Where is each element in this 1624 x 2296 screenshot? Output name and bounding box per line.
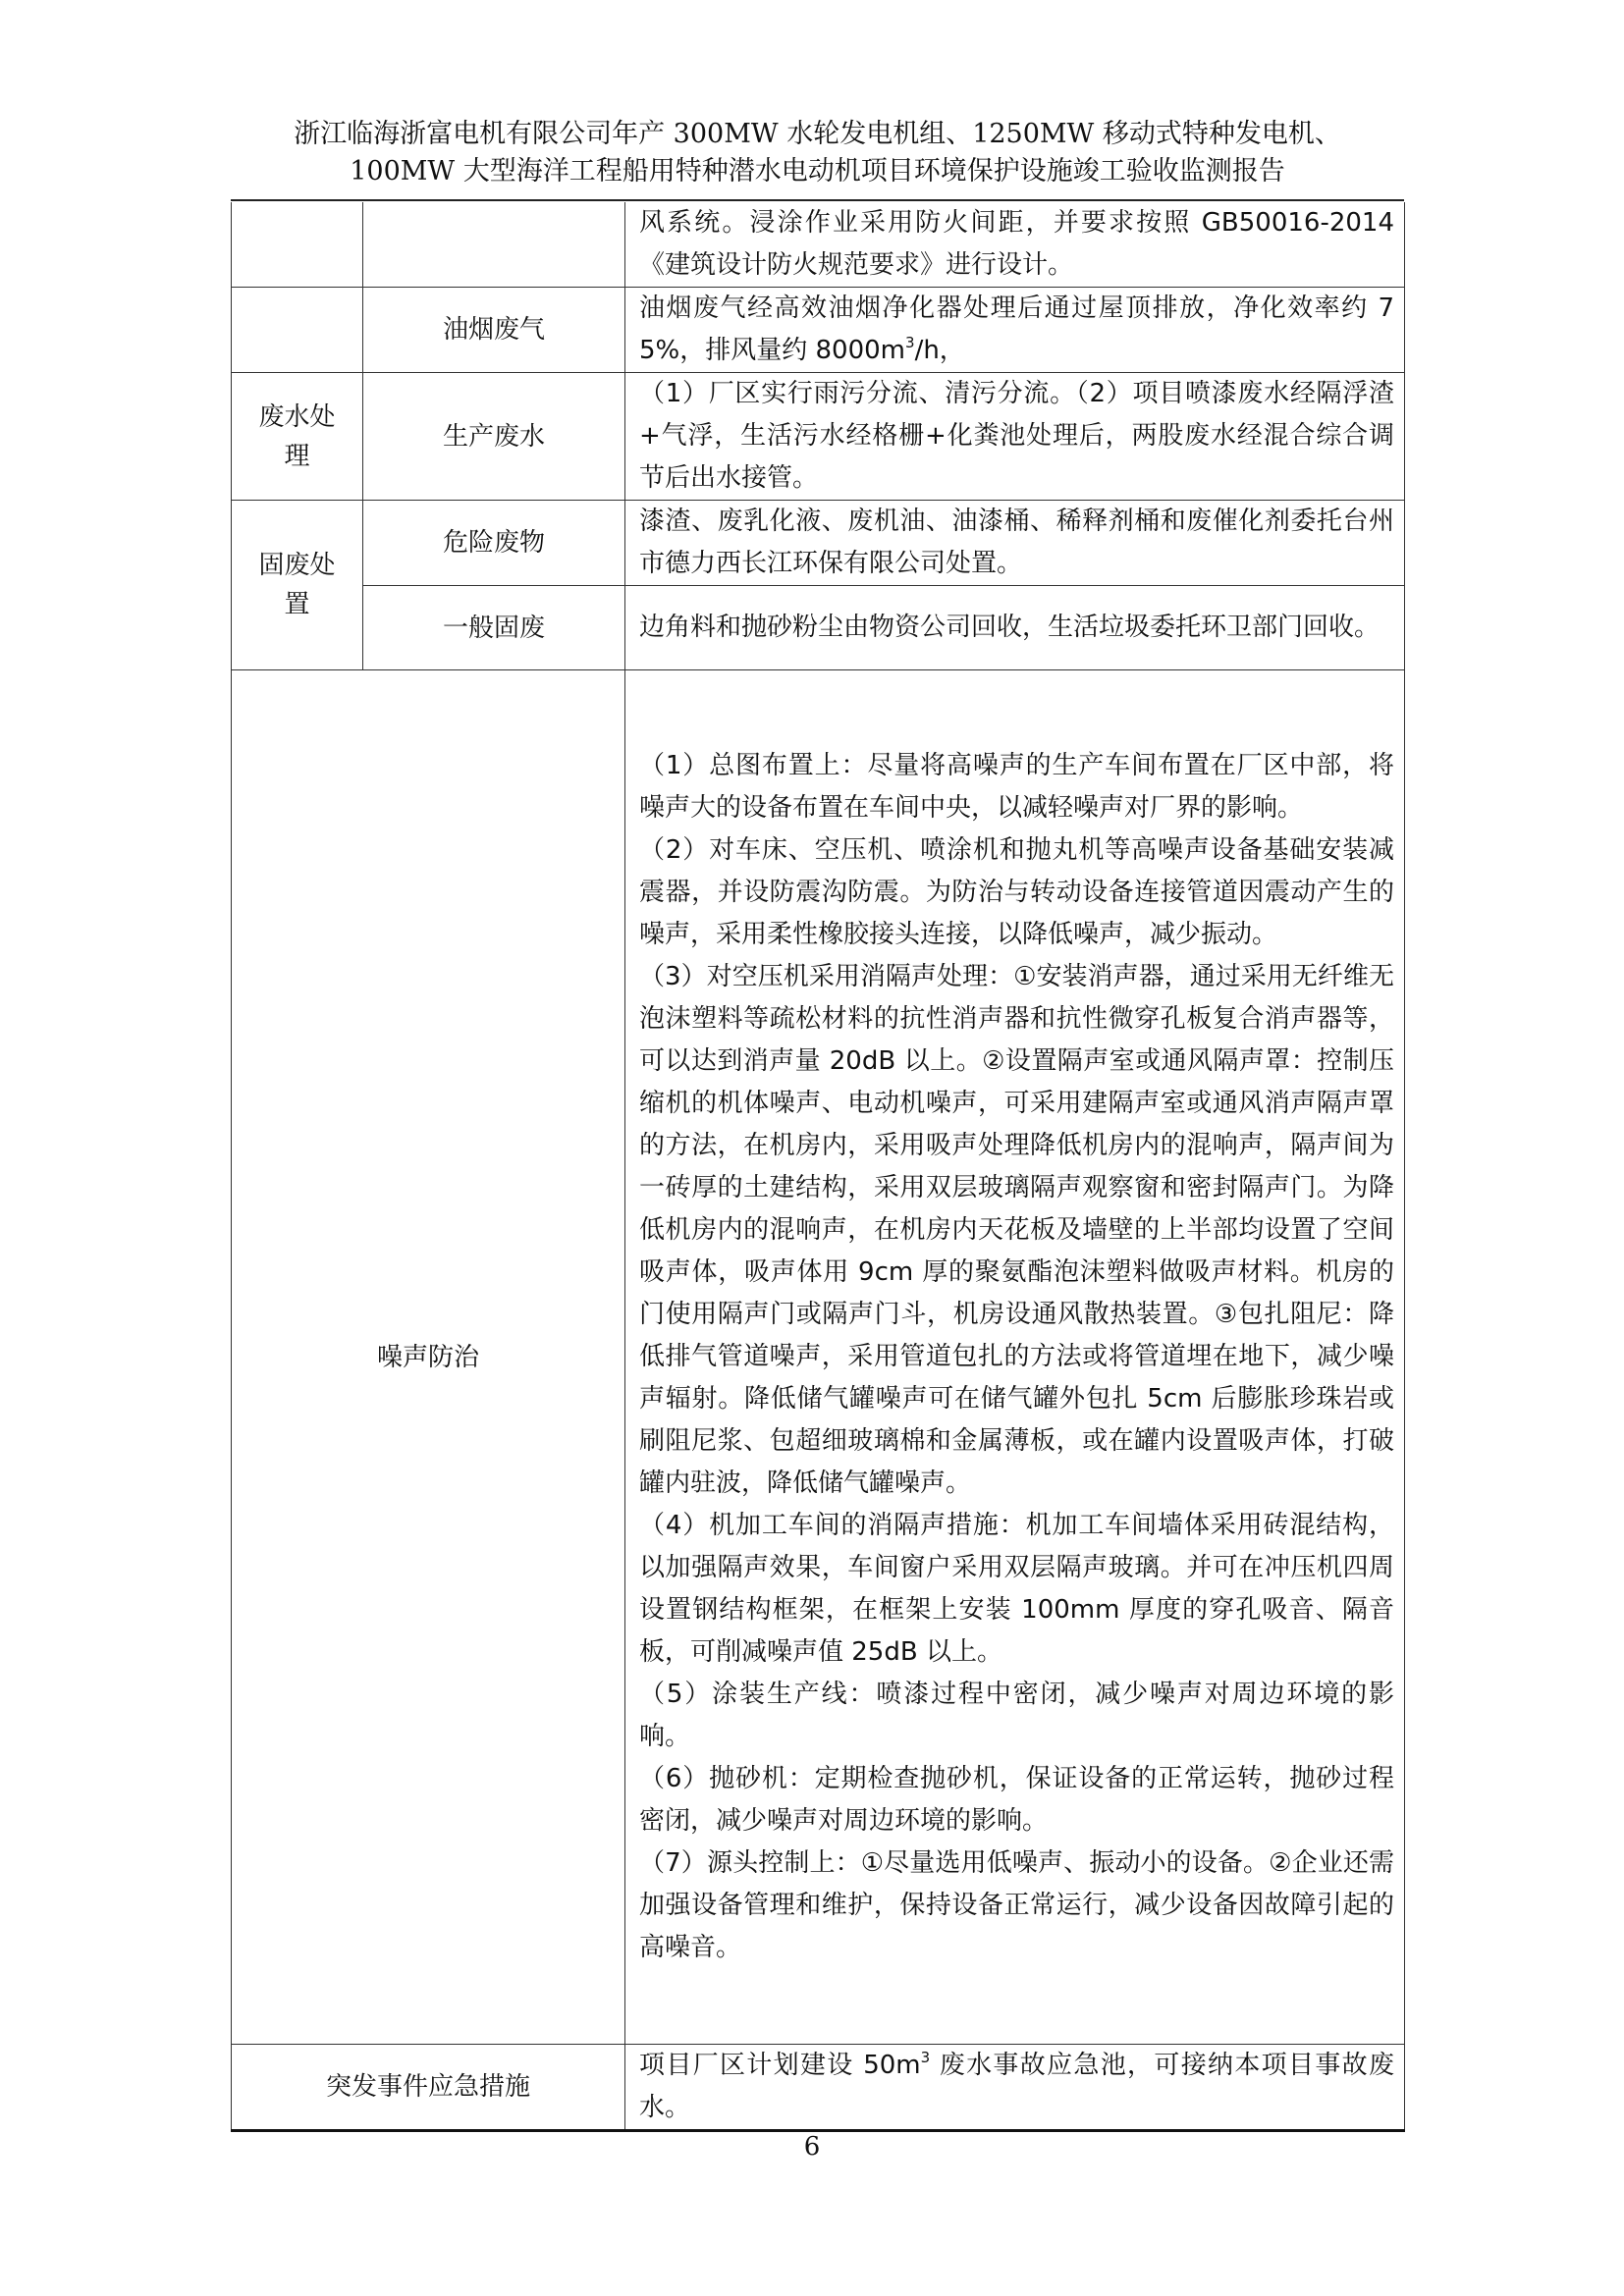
measure-paragraph: （4）机加工车间的消隔声措施：机加工车间墙体采用砖混结构，以加强隔声效果，车间窗户采用双层隔声玻璃。并可在冲压机四周设置钢结构框架，在框架上安装 100mm 厚度的穿孔吸音、隔音板，可削减噪声值 25dB 以上。 [639, 1511, 1394, 1667]
table-row [232, 202, 1405, 288]
superscript: 3 [920, 2049, 931, 2066]
measure-cell [625, 288, 1405, 373]
measure-paragraph: （5）涂装生产线：喷漆过程中密闭，减少噪声对周边环境的影响。 [639, 1680, 1394, 1751]
category-cell [232, 373, 363, 501]
measure-paragraph: （3）对空压机采用消隔声处理：①安装消声器，通过采用无纤维无泡沫塑料等疏松材料的抗性消声器和抗性微穿孔板复合消声器等，可以达到消声量 20dB 以上。②设置隔声室或通风隔声罩：控制压缩机的机体噪声、电动机噪声，可采用建隔声室或通风消声隔声罩的方法，在机房内，采用吸声处理降低机房内的混响声，隔声间为一砖厚的土建结构，采用双层玻璃隔声观察窗和密封隔声门。为降低机房内的混响声，在机房内天花板及墙壁的上半部均设置了空间吸声体，吸声体用 9cm 厚的聚氨酯泡沫塑料做吸声材料。机房的门使用隔声门或隔声门斗，机房设通风散热装置。③包扎阻尼：降低排气管道噪声，采用管道包扎的方法或将管道埋在地下，减少噪声辐射。降低储气罐噪声可在储气罐外包扎 5cm 后膨胀珍珠岩或刷阻尼浆、包超细玻璃棉和金属薄板，或在罐内设置吸声体，打破罐内驻波，降低储气罐噪声。 [639, 962, 1394, 1498]
category-label: 废水处理 [258, 401, 336, 471]
item-cell: 生产废水 [363, 373, 625, 501]
measure-paragraph: （6）抛砂机：定期检查抛砂机，保证设备的正常运转，抛砂过程密闭，减少噪声对周边环境的影响。 [639, 1764, 1394, 1836]
table-row [232, 586, 1405, 670]
measure-paragraph: （7）源头控制上：①尽量选用低噪声、振动小的设备。②企业还需加强设备管理和维护，保持设备正常运行，减少设备因故障引起的高噪音。 [639, 1848, 1394, 1962]
measure-cell [625, 2045, 1405, 2131]
header-line-2: 100MW 大型海洋工程船用特种潜水电动机项目环境保护设施竣工验收监测报告 [350, 156, 1285, 187]
measure-cell: （1）厂区实行雨污分流、清污分流。（2）项目喷漆废水经隔浮渣+气浮，生活污水经格栅+化粪池处理后，两股废水经混合综合调节后出水接管。 [625, 373, 1405, 501]
table-row [232, 288, 1405, 373]
page-number: 6 [803, 2132, 821, 2162]
measure-cell: 风系统。浸涂作业采用防火间距，并要求按照 GB50016-2014《建筑设计防火规范要求》进行设计。 [625, 202, 1405, 288]
measure-text: 油烟废气经高效油烟净化器处理后通过屋顶排放，净化效率约 75%，排风量约 8000m [639, 294, 1394, 365]
measure-cell: 边角料和抛砂粉尘由物资公司回收，生活垃圾委托环卫部门回收。 [625, 586, 1405, 670]
measures-table [231, 202, 1405, 2132]
header-rule [231, 199, 1404, 201]
measure-paragraph: （1）总图布置上：尽量将高噪声的生产车间布置在厂区中部，将噪声大的设备布置在车间中央，以减轻噪声对厂界的影响。 [639, 751, 1394, 823]
table-row [232, 670, 1405, 2045]
category-cell [232, 202, 363, 288]
item-cell: 一般固废 [363, 586, 625, 670]
category-cell [232, 288, 363, 373]
report-header [231, 116, 1404, 190]
measure-text: 项目厂区计划建设 50m [639, 2051, 921, 2080]
item-cell [363, 202, 625, 288]
header-line-1: 浙江临海浙富电机有限公司年产 300MW 水轮发电机组、1250MW 移动式特种发电机、 [294, 119, 1341, 149]
item-cell: 油烟废气 [363, 288, 625, 373]
superscript: 3 [905, 334, 915, 351]
measure-text: /h， [914, 336, 965, 365]
category-label: 固废处置 [258, 551, 336, 619]
category-cell: 噪声防治 [232, 670, 625, 2045]
item-cell: 危险废物 [363, 501, 625, 586]
category-cell [232, 501, 363, 670]
table-row [232, 501, 1405, 586]
measure-text: 废水事故应急池，可接纳本项目事故废水。 [639, 2051, 1394, 2122]
measure-cell [625, 670, 1405, 2045]
table-row [232, 2045, 1405, 2131]
measure-paragraph: （2）对车床、空压机、喷涂机和抛丸机等高噪声设备基础安装减震器，并设防震沟防震。为防治与转动设备连接管道因震动产生的噪声，采用柔性橡胶接头连接，以降低噪声，减少振动。 [639, 835, 1394, 949]
measure-cell: 漆渣、废乳化液、废机油、油漆桶、稀释剂桶和废催化剂委托台州市德力西长江环保有限公司处置。 [625, 501, 1405, 586]
table-row [232, 373, 1405, 501]
category-cell: 突发事件应急措施 [232, 2045, 625, 2131]
